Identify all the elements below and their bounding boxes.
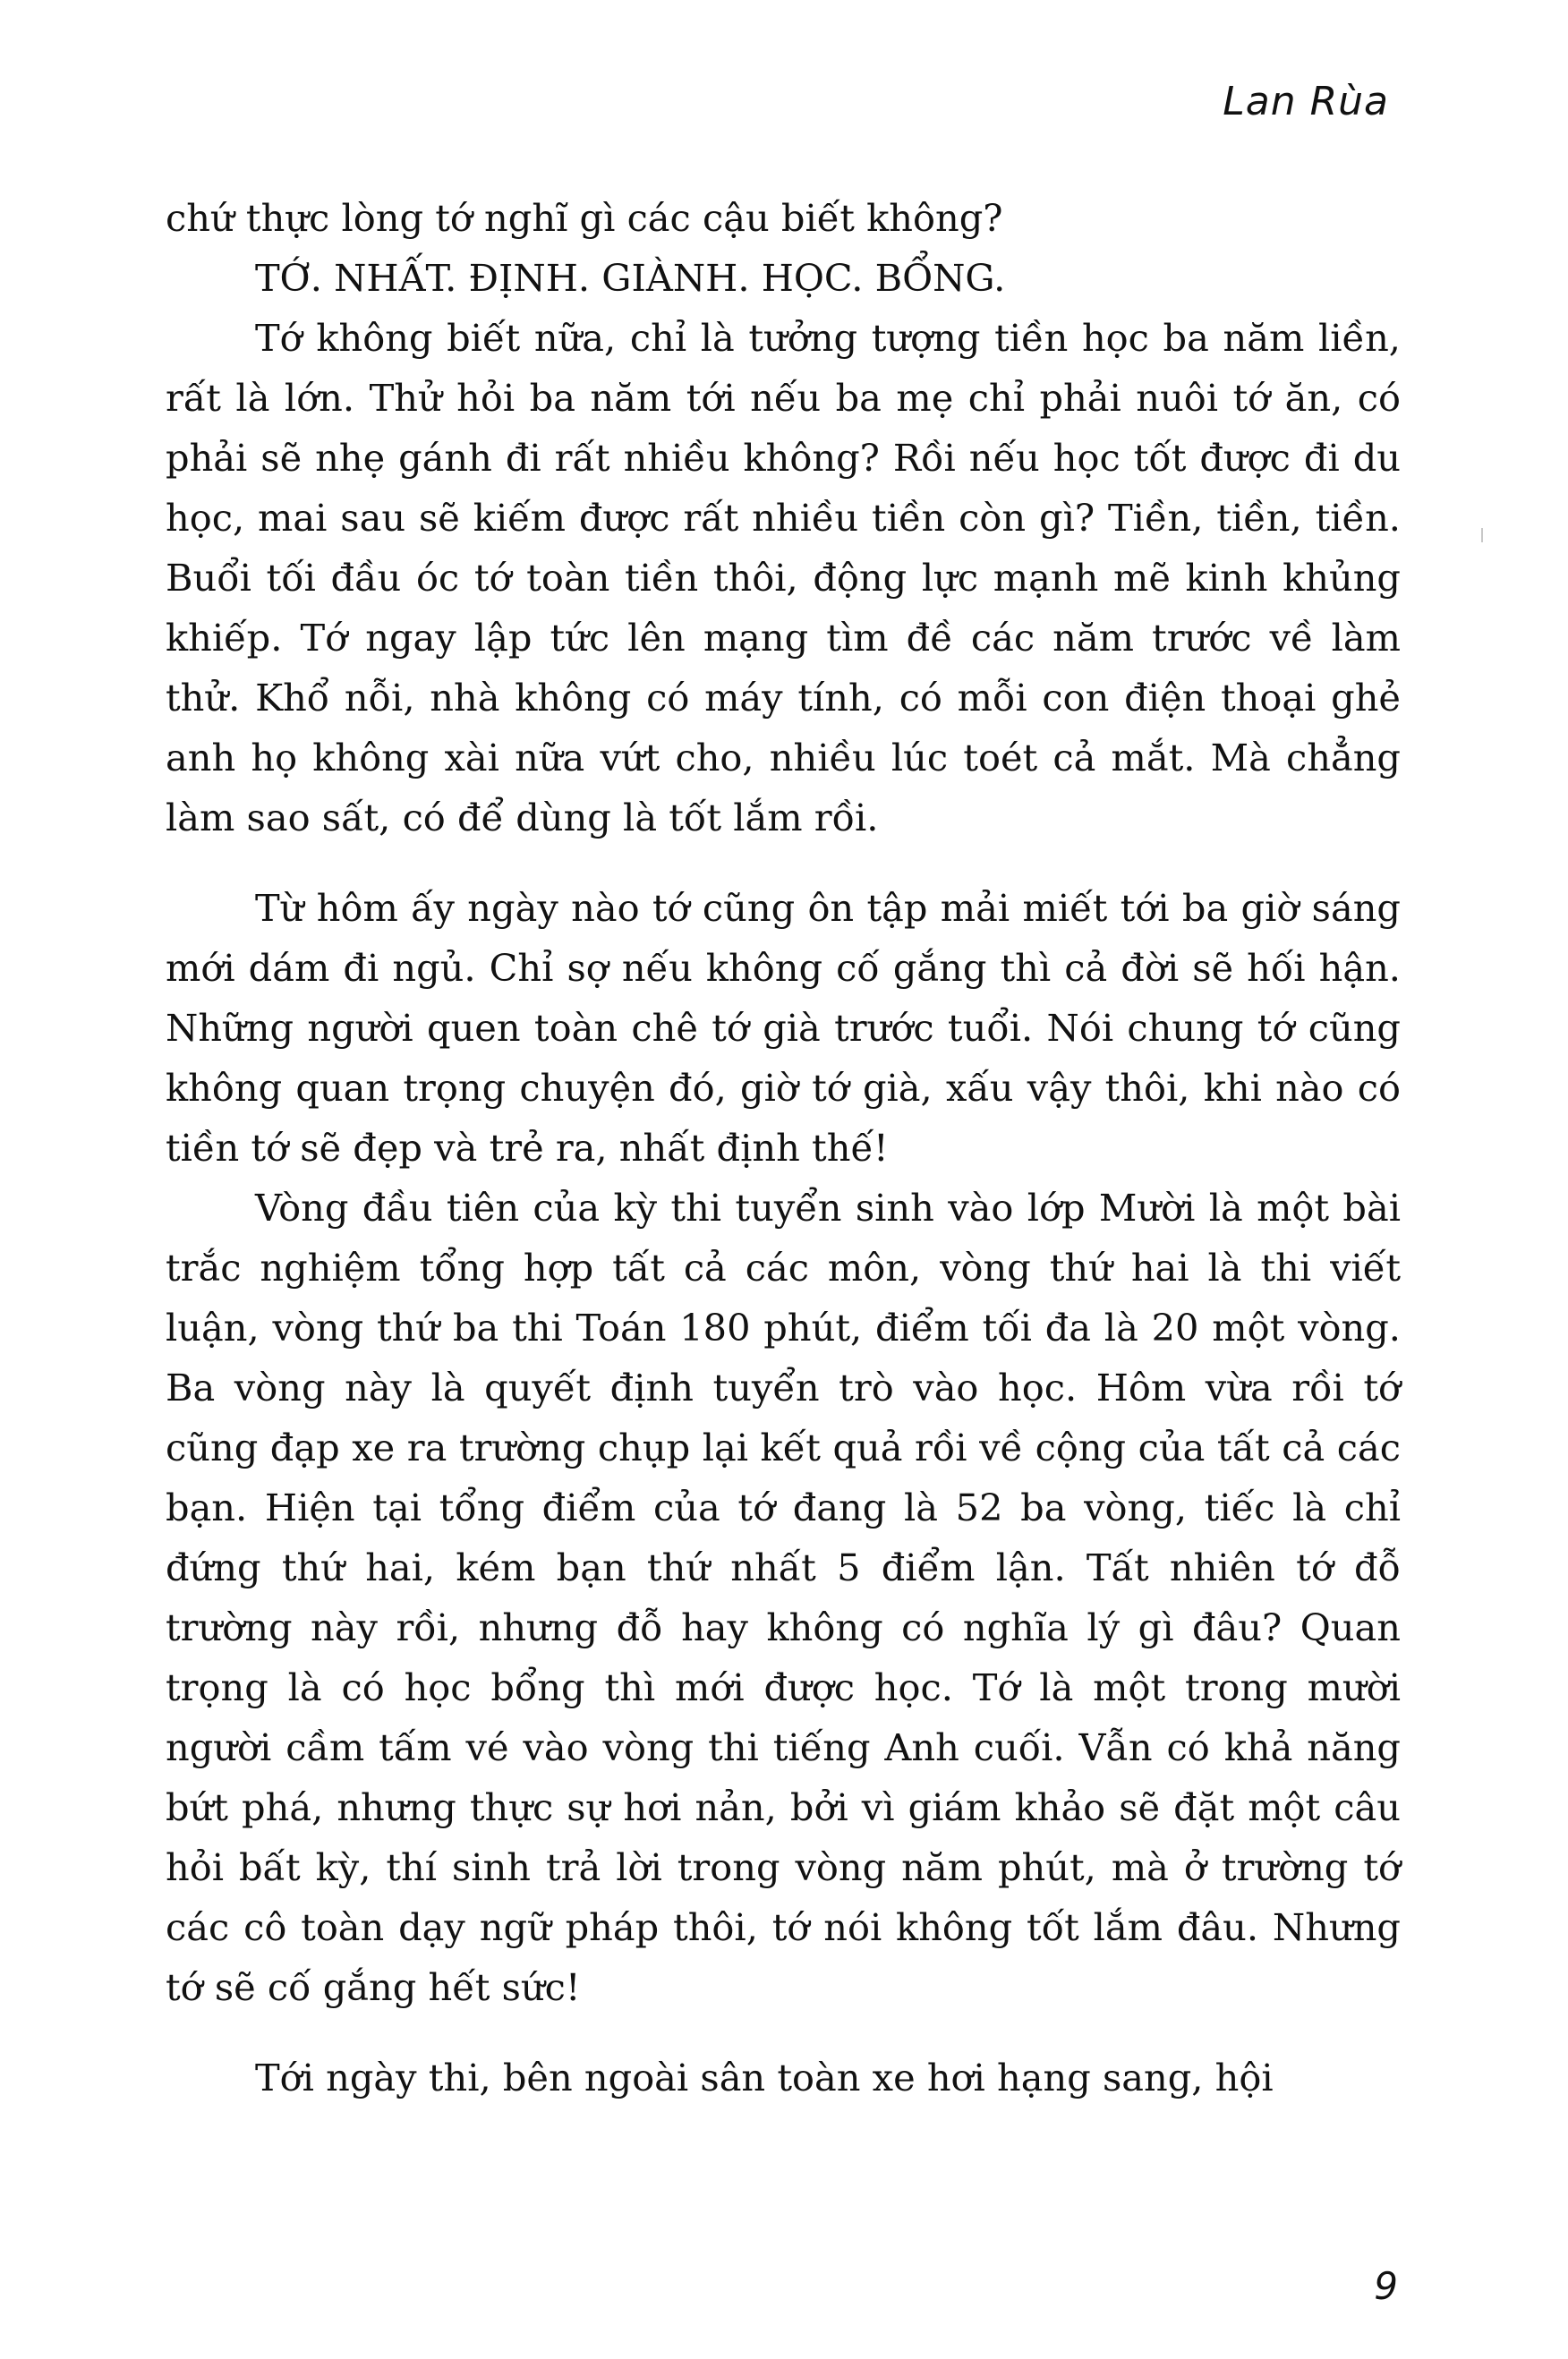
paragraph: TỚ. NHẤT. ĐỊNH. GIÀNH. HỌC. BỔNG. [255, 256, 1006, 300]
margin-mark [1481, 528, 1483, 542]
paragraph: Tớ không biết nữa, chỉ là tưởng tượng tiền học ba năm liền, rất là lớn. Thử hỏi ba năm tới nếu ba mẹ chỉ phải nuôi tớ ăn, có phải sẽ nhẹ gánh đi rất nhiều không? Rồi nếu học tốt được đi du học, mai sau sẽ kiếm được rất nhiều tiền còn gì? Tiền, tiền, tiền. Buổi tối đầu óc tớ toàn tiền thôi, động lực mạnh mẽ kinh khủng khiếp. Tớ ngay lập tức lên mạng tìm đề các năm trước về làm thử. Khổ nỗi, nhà không có máy tính, có mỗi con điện thoại ghẻ anh họ không xài nữa vứt cho, nhiều lúc toét cả mắt. Mà chẳng làm sao sất, có để dùng là tốt lắm rồi. [166, 316, 1401, 839]
paragraph: chứ thực lòng tớ nghĩ gì các cậu biết không? [166, 196, 1003, 240]
paragraph: Từ hôm ấy ngày nào tớ cũng ôn tập mải miết tới ba giờ sáng mới dám đi ngủ. Chỉ sợ nếu không cố gắng thì cả đời sẽ hối hận. Những người quen toàn chê tớ già trước tuổi. Nói chung tớ cũng không quan trọng chuyện đó, giờ tớ già, xấu vậy thôi, khi nào có tiền tớ sẽ đẹp và trẻ ra, nhất định thế! [166, 886, 1401, 1170]
paragraph: Vòng đầu tiên của kỳ thi tuyển sinh vào lớp Mười là một bài trắc nghiệm tổng hợp tất cả các môn, vòng thứ hai là thi viết luận, vòng thứ ba thi Toán 180 phút, điểm tối đa là 20 một vòng. Ba vòng này là quyết định tuyển trò vào học. Hôm vừa rồi tớ cũng đạp xe ra trường chụp lại kết quả rồi về cộng của tất cả các bạn. Hiện tại tổng điểm của tớ đang là 52 ba vòng, tiếc là chỉ đứng thứ hai, kém bạn thứ nhất 5 điểm lận. Tất nhiên tớ đỗ trường này rồi, nhưng đỗ hay không có nghĩa lý gì đâu? Quan trọng là có học bổng thì mới được học. Tớ là một trong mười người cầm tấm vé vào vòng thi tiếng Anh cuối. Vẫn có khả năng bứt phá, nhưng thực sự hơi nản, bởi vì giám khảo sẽ đặt một câu hỏi bất kỳ, thí sinh trả lời trong vòng năm phút, mà ở trường tớ các cô toàn dạy ngữ pháp thôi, tớ nói không tốt lắm đâu. Nhưng tớ sẽ cố gắng hết sức! [166, 1186, 1401, 2009]
running-header: Lan Rùa [1223, 79, 1389, 124]
paragraph: Tới ngày thi, bên ngoài sân toàn xe hơi hạng sang, hội [255, 2056, 1274, 2099]
page-number: 9 [1374, 2264, 1398, 2308]
body-text [166, 188, 1401, 2108]
